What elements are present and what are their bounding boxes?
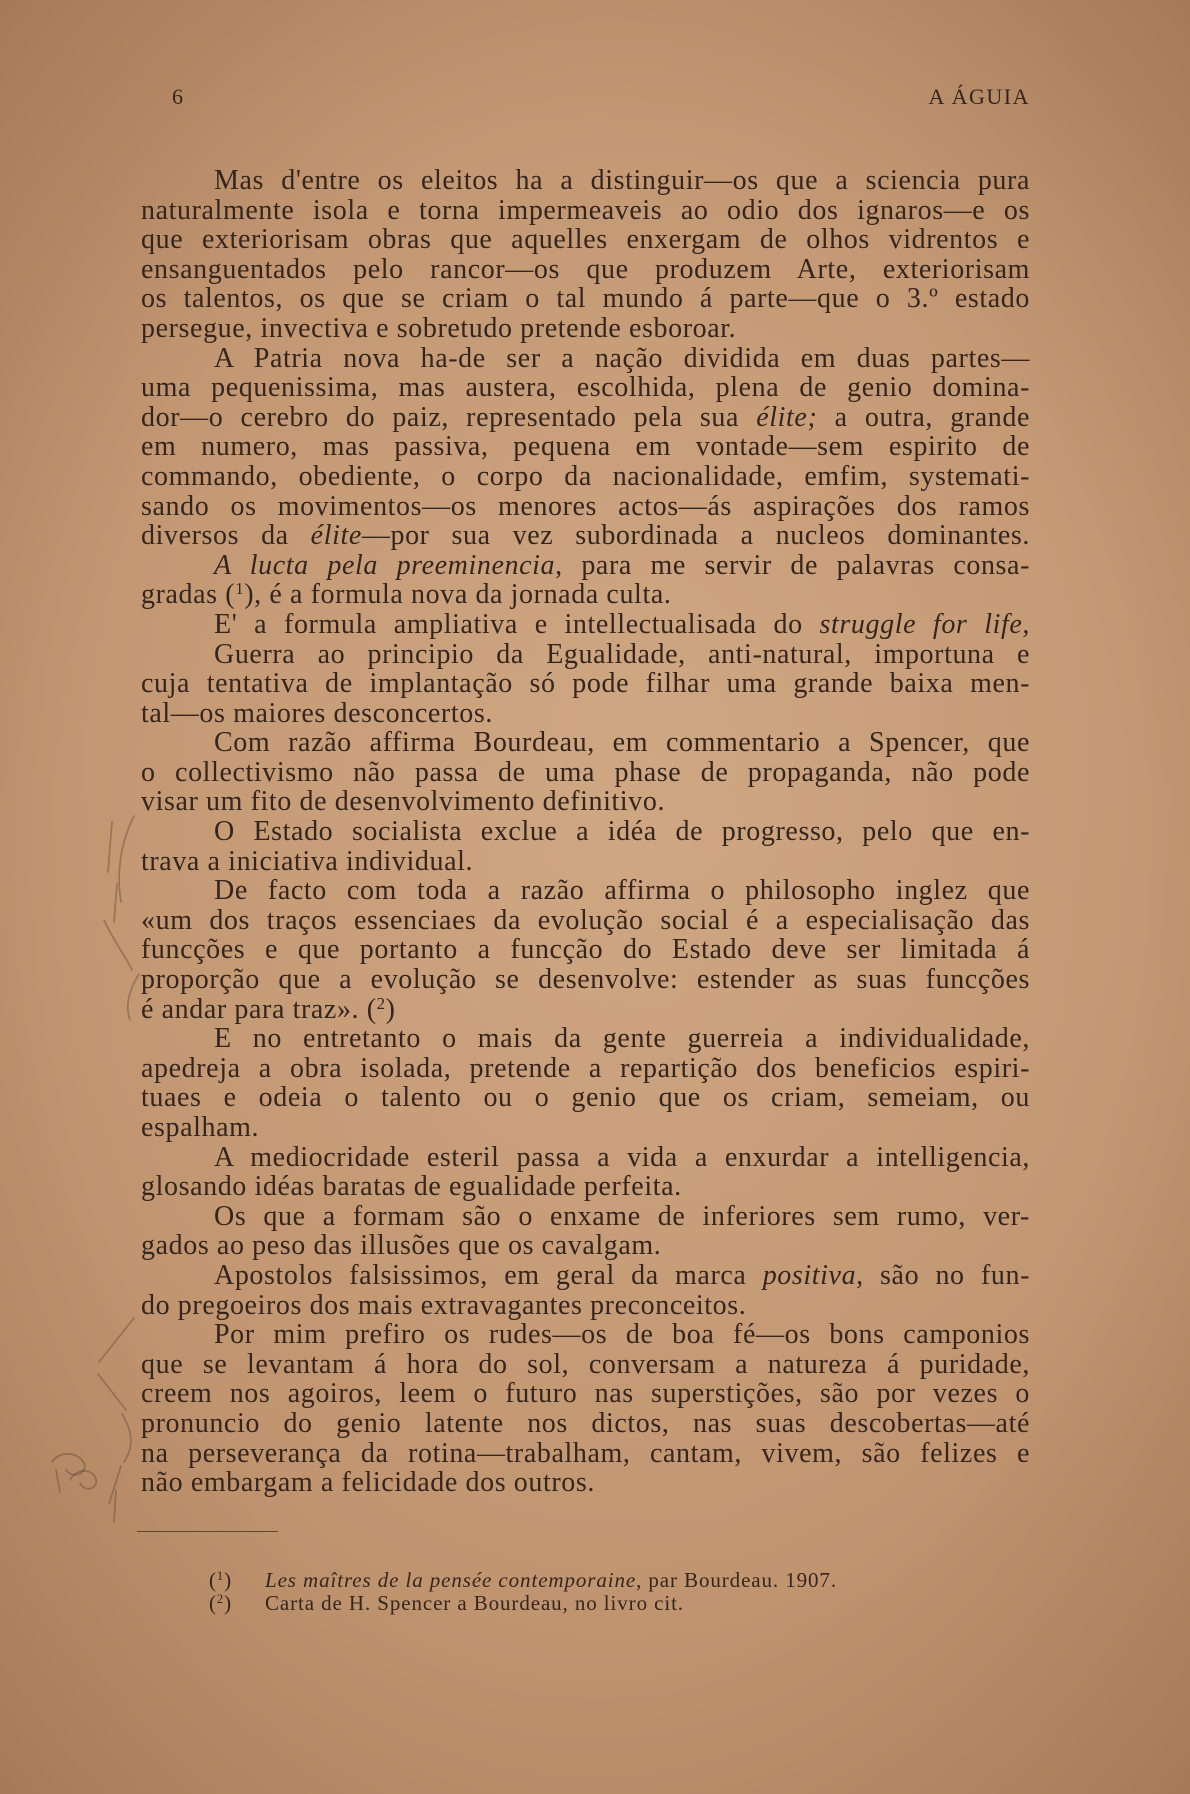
text-line — [141, 403, 1030, 433]
paragraph — [141, 1024, 1030, 1142]
footnote-ref[interactable]: 1 — [235, 579, 245, 599]
text-line: funcções e que portanto a funcção do Estado deve ser limitada á — [141, 934, 1030, 966]
text-line: A Patria nova ha-de ser a nação dividida em duas partes— — [214, 342, 1030, 374]
text-line: os talentos, os que se criam o tal mundo á parte—que o 3.º estado — [141, 283, 1030, 315]
marker-paren: ( — [209, 1590, 217, 1615]
text-line: ensanguentados pelo rancor—os que produzem Arte, exteriorisam — [141, 253, 1030, 285]
text-line: Mas d'entre os eleitos ha a distinguir—os que a sciencia pura — [214, 165, 1030, 196]
marker-paren: ) — [224, 1590, 233, 1615]
text-line: o collectivismo não passa de uma phase de propaganda, não pode — [141, 756, 1030, 788]
text-run: ) — [385, 993, 396, 1025]
text-line: Com razão affirma Bourdeau, em commentario a Spencer, que — [214, 727, 1030, 759]
italic-text: élite; — [756, 401, 818, 433]
text-run: ), é a formula nova da jornada culta. — [244, 579, 672, 611]
text-line: A mediocridade esteril passa a vida a enxurdar a intelligencia, — [214, 1141, 1030, 1173]
footnote-marker — [209, 1592, 265, 1615]
text-line: Por mim prefiro os rudes—os de boa fé—os bons camponios — [214, 1319, 1030, 1351]
text-line: não embargam a felicidade dos outros. — [141, 1467, 595, 1499]
text-run: gradas ( — [141, 579, 236, 611]
text-line: persegue, invectiva e sobretudo pretende esboroar. — [141, 312, 737, 344]
text-run: dor—o cerebro do paiz, representado pela sua — [141, 401, 757, 433]
marker-number: 2 — [216, 1591, 225, 1606]
marker-paren: ( — [209, 1568, 217, 1592]
text-run: , par Bourdeau. 1907. — [636, 1568, 837, 1592]
text-line — [141, 521, 1030, 551]
text-line: na perseverança da rotina—trabalham, cantam, vivem, são felizes e — [141, 1437, 1030, 1469]
text-line: que se levantam á hora do sol, conversam a natureza á puridade, — [141, 1348, 1030, 1380]
paragraph — [141, 551, 1030, 610]
italic-text: Les maîtres de la pensée contemporaine — [265, 1568, 637, 1592]
text-line: Os que a formam são o enxame de inferiores sem rumo, ver- — [214, 1200, 1030, 1232]
text-line: uma pequenissima, mas austera, escolhida, plena de genio domina- — [141, 372, 1030, 404]
text-line — [141, 995, 1030, 1025]
marker-paren: ) — [224, 1568, 233, 1592]
text-line: do pregoeiros dos mais extravagantes preconceitos. — [141, 1289, 747, 1321]
paragraph — [141, 728, 1030, 817]
text-line: E no entretanto o mais da gente guerreia a individualidade, — [214, 1023, 1030, 1055]
footnote — [209, 1592, 837, 1615]
text-line: que exteriorisam obras que aquelles enxergam de olhos vidrentos e — [141, 224, 1030, 256]
text-line: De facto com toda a razão affirma o philosopho inglez que — [214, 875, 1030, 907]
footnote-text: Carta de H. Spencer a Bourdeau, no livro cit. — [265, 1590, 684, 1615]
text-line: O Estado socialista exclue a idéa de progresso, pelo que en- — [214, 816, 1030, 848]
footnote — [209, 1569, 837, 1592]
text-run: —por sua vez subordinada a nucleos dominantes. — [361, 520, 1031, 552]
footnote-marker — [209, 1569, 265, 1592]
text-line: tal—os maiores desconcertos. — [141, 697, 493, 729]
paragraph — [141, 610, 1030, 640]
text-line: trava a iniciativa individual. — [141, 845, 474, 877]
italic-text: struggle for life, — [819, 608, 1031, 640]
text-run: a outra, grande — [817, 401, 1030, 433]
text-line: visar um fito de desenvolvimento definitivo. — [141, 786, 666, 818]
body-text — [141, 166, 1030, 1498]
text-run: , são no fun- — [856, 1259, 1030, 1291]
paragraph — [141, 344, 1030, 551]
text-line — [141, 610, 1030, 640]
running-title: A ÁGUIA — [928, 84, 1030, 109]
paragraph — [141, 876, 1030, 1024]
text-line: espalham. — [141, 1112, 260, 1143]
footnote-separator — [137, 1531, 278, 1532]
text-line — [141, 1261, 1030, 1291]
text-line: sando os movimentos—os menores actos—ás aspirações dos ramos — [141, 490, 1030, 522]
footnotes — [209, 1569, 837, 1614]
paragraph — [141, 1320, 1030, 1498]
text-line: em numero, mas passiva, pequena em vontade—sem espirito de — [141, 431, 1030, 463]
text-run: , para me servir de palavras consa- — [555, 549, 1030, 581]
text-line: creem nos agoiros, leem o futuro nas superstições, são por vezes o — [141, 1378, 1030, 1410]
text-line — [141, 551, 1030, 581]
italic-text: positiva — [762, 1259, 857, 1291]
text-run: diversos da — [141, 520, 311, 552]
text-line: apedreja a obra isolada, pretende a repartição dos beneficios espiri- — [141, 1052, 1030, 1084]
paragraph — [141, 1143, 1030, 1202]
paragraph — [141, 817, 1030, 876]
text-line: «um dos traços essenciaes da evolução social é a especialisação das — [141, 904, 1030, 936]
paragraph — [141, 1202, 1030, 1261]
text-line — [141, 580, 1030, 610]
paragraph — [141, 640, 1030, 729]
text-line: Guerra ao principio da Egualidade, anti-natural, importuna e — [214, 638, 1030, 670]
footnote-ref[interactable]: 2 — [376, 993, 386, 1013]
text-run: Apostolos falsissimos, em geral da marca — [214, 1259, 763, 1291]
text-line: commando, obediente, o corpo da nacionalidade, emfim, systemati- — [141, 460, 1030, 492]
italic-text: élite — [310, 520, 362, 552]
text-line: pronuncio do genio latente nos dictos, nas suas descobertas—até — [141, 1407, 1030, 1439]
page-number: 6 — [172, 84, 183, 109]
text-line: tuaes e odeia o talento ou o genio que os criam, semeiam, ou — [141, 1082, 1030, 1114]
text-line: naturalmente isola e torna impermeaveis ao odio dos ignaros—e os — [141, 194, 1030, 226]
text-line: glosando idéas baratas de egualidade perfeita. — [141, 1171, 682, 1203]
text-line: cuja tentativa de implantação só pode filhar uma grande baixa men- — [141, 668, 1030, 700]
paragraph — [141, 1261, 1030, 1320]
italic-text: A lucta pela preeminencia — [214, 549, 556, 581]
text-run: é andar para traz». ( — [141, 993, 377, 1025]
footnote-text — [265, 1568, 837, 1592]
text-line: gados ao peso das illusões que os cavalgam. — [141, 1230, 662, 1262]
text-line: proporção que a evolução se desenvolve: estender as suas funcções — [141, 964, 1030, 996]
marker-number: 1 — [216, 1569, 225, 1584]
text-run: E' a formula ampliativa e intellectualisada do — [214, 608, 820, 640]
paragraph — [141, 166, 1030, 344]
